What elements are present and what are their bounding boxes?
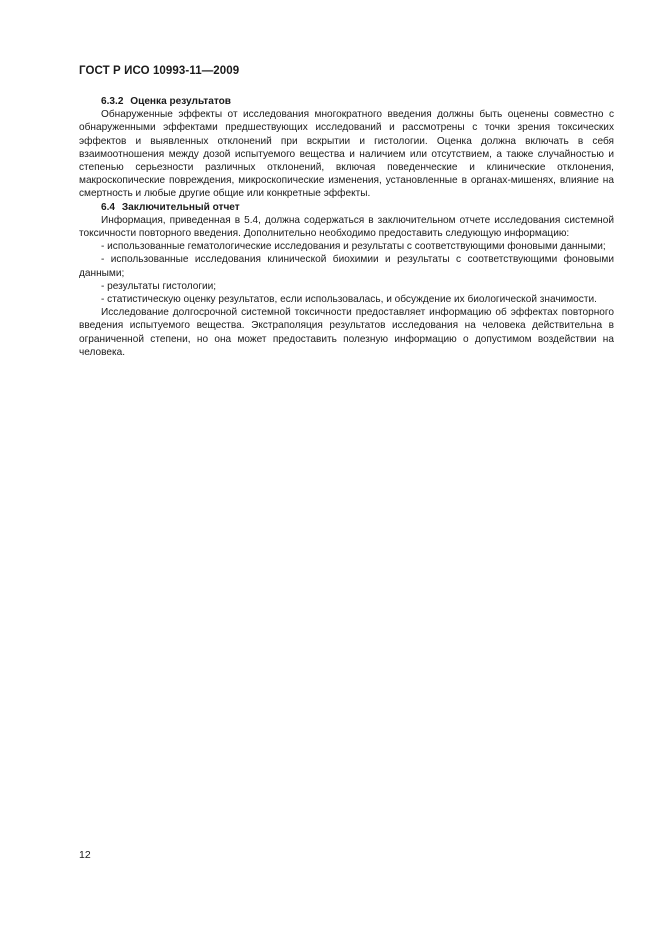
document-body [79, 95, 614, 359]
list-item: - статистическую оценку результатов, если использовалась, и обсуждение их биологической значимости. [101, 294, 597, 306]
section-title: Оценка результатов [130, 96, 231, 107]
paragraph-final-report-intro: Информация, приведенная в 5.4, должна содержаться в заключительном отчете исследования системной токсичности повторного введения. Дополнительно необходимо предоставить следующую информацию: [79, 214, 614, 240]
list-item: - использованные исследования клинической биохимии и результаты с соответствующими фоновыми данными; [79, 254, 614, 279]
section-number: 6.4 [101, 201, 116, 213]
section-title: Заключительный отчет [121, 201, 240, 213]
paragraph-conclusion: Исследование долгосрочной системной токсичности предоставляет информацию об эффектах повторного введения испытуемого вещества. Экстраполяция результатов исследования на человека действительна в ограниченной степени, но она может предоставить полезную информацию о допустимом воздействии на человека. [79, 307, 614, 358]
page-number: 12 [79, 849, 91, 861]
list-item: - использованные гематологические исследования и результаты с соответствующими фоновыми данными; [101, 241, 606, 253]
paragraph-results-evaluation: Обнаруженные эффекты от исследования многократного введения должны быть оценены совместно с обнаруженными эффектами предшествующих исследований и рассмотрены с точки зрения токсических эффектов и выявленных отклонений при вскрытии и гистологии. Оценка должна включать в себя взаимоотношения между дозой испытуемого вещества и наличием или отсутствием, а также случайностью и степенью серьезности различных отклонений, включая поведенческие и клинические отклонения, макроскопические повреждения, микроскопические изменения, установленные в органах-мишенях, влияние на смертность и любые другие общие или конкретные эффекты. [79, 109, 614, 200]
list-item: - результаты гистологии; [101, 280, 217, 292]
document-header: ГОСТ Р ИСО 10993-11—2009 [79, 65, 240, 77]
section-heading-6-4 [79, 201, 614, 214]
section-number: 6.3.2 [101, 96, 124, 107]
section-heading-6-3-2 [79, 95, 614, 108]
